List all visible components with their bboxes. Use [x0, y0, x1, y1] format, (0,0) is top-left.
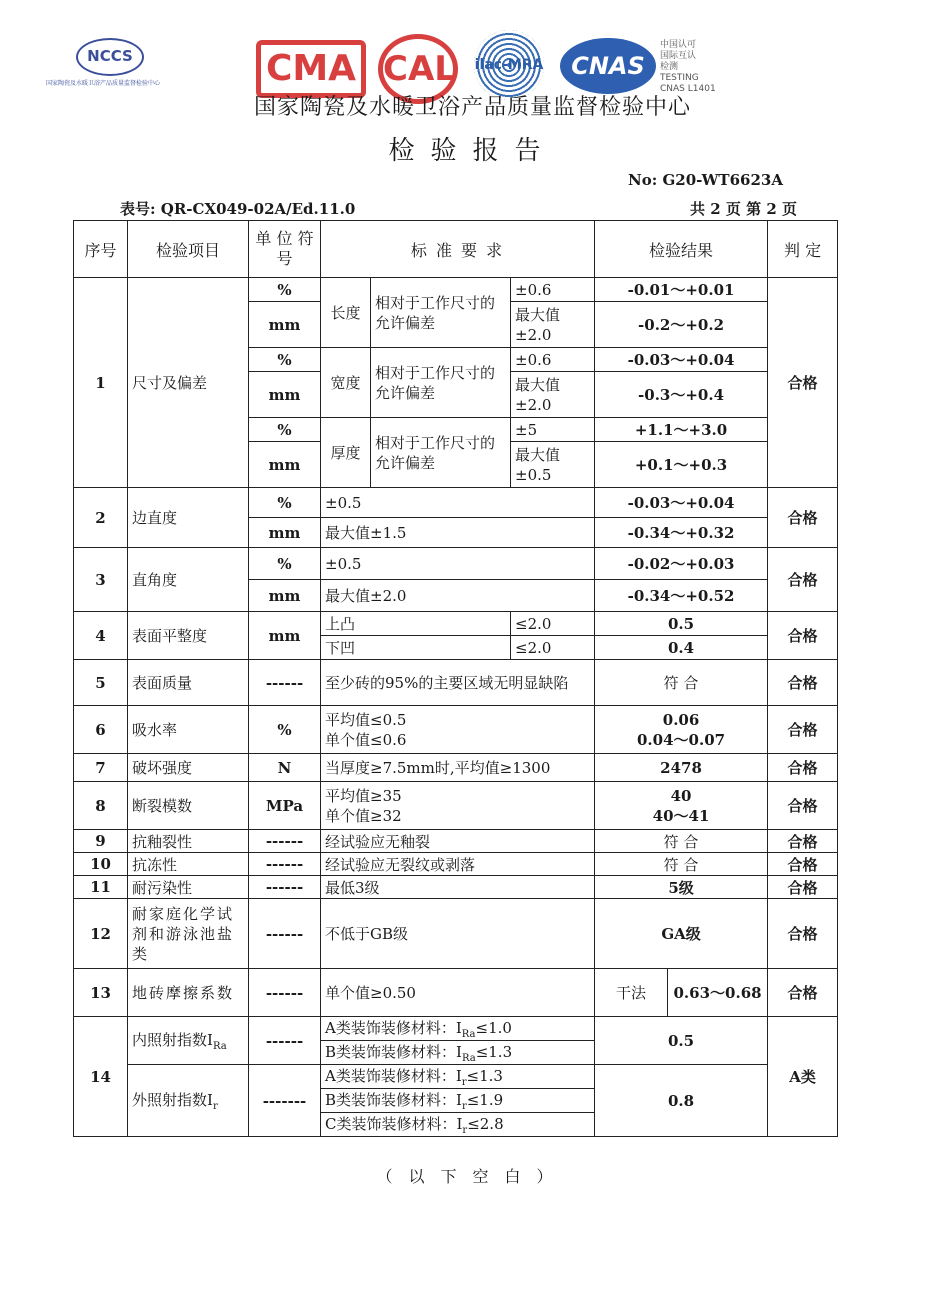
result-cell: 0.06 0.04～0.07	[595, 706, 768, 754]
judge-cell: 合格	[768, 278, 838, 488]
standard-cell: 最低3级	[321, 876, 595, 899]
result-cell: 0.5	[595, 1017, 768, 1065]
standard-cell: 最大值±0.5	[511, 442, 595, 488]
header-result: 检验结果	[595, 221, 768, 278]
seq-cell: 2	[74, 488, 128, 548]
result-cell: 0.4	[595, 636, 768, 660]
judge-cell: 合格	[768, 548, 838, 612]
standard-cell: ±0.6	[511, 278, 595, 302]
standard-cell: 经试验应无裂纹或剥落	[321, 853, 595, 876]
header-judge: 判 定	[768, 221, 838, 278]
judge-cell: 合格	[768, 876, 838, 899]
relative-deviation-text: 相对于工作尺寸的允许偏差	[371, 418, 511, 488]
table-row	[74, 969, 838, 1017]
seq-cell: 9	[74, 830, 128, 853]
header-standard: 标 准 要 求	[321, 221, 595, 278]
header-seq: 序号	[74, 221, 128, 278]
flatness-label: 上凸	[321, 612, 511, 636]
unit-cell: mm	[249, 518, 321, 548]
result-cell: +1.1～+3.0	[595, 418, 768, 442]
cnas-logo: CNAS	[560, 38, 656, 94]
standard-cell: B类装饰装修材料：$I_r\le 1.9$	[321, 1089, 595, 1113]
unit-cell: mm	[249, 372, 321, 418]
table-row	[74, 876, 838, 899]
result-cell: 符 合	[595, 660, 768, 706]
judge-cell: 合格	[768, 782, 838, 830]
report-number: No: G20-WT6623A	[628, 171, 783, 189]
cnas-accreditation-text: 中国认可 国际互认 检测 TESTING CNAS L1401	[660, 40, 716, 94]
page-info: 共 2 页 第 2 页	[690, 200, 797, 218]
header-unit: 单 位 符 号	[249, 221, 321, 278]
unit-cell: %	[249, 706, 321, 754]
item-cell: 表面平整度	[128, 612, 249, 660]
form-number: 表号: QR-CX049-02A/Ed.11.0	[120, 200, 356, 218]
standard-cell: 经试验应无釉裂	[321, 830, 595, 853]
standard-cell: 最大值±1.5	[321, 518, 595, 548]
judge-cell: 合格	[768, 660, 838, 706]
judge-cell: 合格	[768, 899, 838, 969]
unit-cell: mm	[249, 612, 321, 660]
standard-cell: ≤2.0	[511, 636, 595, 660]
result-cell: 5级	[595, 876, 768, 899]
method-cell: 干法	[595, 969, 668, 1017]
result-cell: 0.63～0.68	[668, 969, 768, 1017]
result-cell: 符 合	[595, 853, 768, 876]
unit-cell: ------	[249, 1017, 321, 1065]
table-row	[74, 706, 838, 754]
result-cell: -0.03～+0.04	[595, 348, 768, 372]
end-of-report-note: （以下空白）	[376, 1167, 569, 1186]
judge-cell: 合格	[768, 488, 838, 548]
table-row	[74, 660, 838, 706]
dimension-label: 长度	[321, 278, 371, 348]
judge-cell: 合格	[768, 754, 838, 782]
report-title: 检验报告	[388, 136, 557, 166]
item-cell: 表面质量	[128, 660, 249, 706]
result-cell: GA级	[595, 899, 768, 969]
unit-cell: %	[249, 488, 321, 518]
item-cell: 边直度	[128, 488, 249, 548]
dimension-label: 厚度	[321, 418, 371, 488]
seq-cell: 3	[74, 548, 128, 612]
result-cell: -0.2～+0.2	[595, 302, 768, 348]
table-row	[74, 612, 838, 636]
unit-cell: %	[249, 418, 321, 442]
table-row	[74, 1065, 838, 1089]
result-cell: -0.01～+0.01	[595, 278, 768, 302]
standard-cell: 最大值±2.0	[511, 302, 595, 348]
standard-cell: ±0.5	[321, 548, 595, 580]
nccs-logo-subtitle: 国家陶瓷及水暖卫浴产品质量监督检验中心	[46, 80, 161, 87]
unit-cell: N	[249, 754, 321, 782]
standard-cell: B类装饰装修材料：$I_{Ra}\le 1.3$	[321, 1041, 595, 1065]
unit-cell: %	[249, 348, 321, 372]
standard-cell: 最大值±2.0	[321, 580, 595, 612]
item-cell: 抗釉裂性	[128, 830, 249, 853]
table-row	[74, 1017, 838, 1041]
unit-cell: mm	[249, 302, 321, 348]
unit-cell: ------	[249, 853, 321, 876]
result-cell: -0.3～+0.4	[595, 372, 768, 418]
unit-cell: MPa	[249, 782, 321, 830]
inspection-table	[73, 220, 838, 1137]
item-cell: 断裂模数	[128, 782, 249, 830]
unit-cell: mm	[249, 442, 321, 488]
table-row	[74, 548, 838, 580]
seq-cell: 8	[74, 782, 128, 830]
table-row	[74, 278, 838, 302]
standard-cell: ±5	[511, 418, 595, 442]
standard-cell: 平均值≥35 单个值≥32	[321, 782, 595, 830]
item-cell: 外照射指数$I_r$	[128, 1065, 249, 1137]
unit-cell: ------	[249, 660, 321, 706]
result-cell: +0.1～+0.3	[595, 442, 768, 488]
standard-cell: ±0.5	[321, 488, 595, 518]
standard-cell: 不低于GB级	[321, 899, 595, 969]
ilac-mra-logo: ilac-MRA	[474, 30, 544, 100]
standard-cell: 当厚度≥7.5mm时,平均值≥1300	[321, 754, 595, 782]
judge-cell: 合格	[768, 830, 838, 853]
result-cell: 符 合	[595, 830, 768, 853]
table-row	[74, 853, 838, 876]
result-cell: -0.34～+0.52	[595, 580, 768, 612]
standard-cell: ±0.6	[511, 348, 595, 372]
unit-cell: ------	[249, 876, 321, 899]
flatness-label: 下凹	[321, 636, 511, 660]
judge-cell: 合格	[768, 853, 838, 876]
standard-cell: ≤2.0	[511, 612, 595, 636]
result-cell: 40 40～41	[595, 782, 768, 830]
item-cell: 耐污染性	[128, 876, 249, 899]
judge-cell: 合格	[768, 706, 838, 754]
seq-cell: 4	[74, 612, 128, 660]
table-row	[74, 754, 838, 782]
item-cell: 直角度	[128, 548, 249, 612]
standard-cell: 单个值≥0.50	[321, 969, 595, 1017]
item-cell: 吸水率	[128, 706, 249, 754]
result-cell: 0.8	[595, 1065, 768, 1137]
item-cell: 内照射指数$I_{Ra}$	[128, 1017, 249, 1065]
seq-cell: 12	[74, 899, 128, 969]
result-cell: -0.03～+0.04	[595, 488, 768, 518]
seq-cell: 1	[74, 278, 128, 488]
seq-cell: 6	[74, 706, 128, 754]
result-cell: -0.02～+0.03	[595, 548, 768, 580]
table-row	[74, 488, 838, 518]
seq-cell: 14	[74, 1017, 128, 1137]
seq-cell: 5	[74, 660, 128, 706]
standard-cell: C类装饰装修材料：$I_r\le 2.8$	[321, 1113, 595, 1137]
unit-cell: %	[249, 548, 321, 580]
unit-cell: ------	[249, 969, 321, 1017]
judge-cell: A类	[768, 1017, 838, 1137]
item-cell: 尺寸及偏差	[128, 278, 249, 488]
standard-cell: A类装饰装修材料：$I_{Ra}\le 1.0$	[321, 1017, 595, 1041]
result-cell: 2478	[595, 754, 768, 782]
result-cell: 0.5	[595, 612, 768, 636]
standard-cell: 至少砖的95%的主要区域无明显缺陷	[321, 660, 595, 706]
seq-cell: 13	[74, 969, 128, 1017]
unit-cell: ------	[249, 830, 321, 853]
organization-name: 国家陶瓷及水暖卫浴产品质量监督检验中心	[253, 95, 691, 120]
unit-cell: -------	[249, 1065, 321, 1137]
unit-cell: %	[249, 278, 321, 302]
item-cell: 地砖摩擦系数	[128, 969, 249, 1017]
seq-cell: 7	[74, 754, 128, 782]
standard-cell: A类装饰装修材料：$I_r\le 1.3$	[321, 1065, 595, 1089]
relative-deviation-text: 相对于工作尺寸的允许偏差	[371, 278, 511, 348]
result-cell: -0.34～+0.32	[595, 518, 768, 548]
table-row	[74, 830, 838, 853]
cal-logo: CAL	[378, 34, 458, 104]
nccs-logo: NCCS	[76, 38, 144, 76]
item-cell: 破坏强度	[128, 754, 249, 782]
unit-cell: ------	[249, 899, 321, 969]
dimension-label: 宽度	[321, 348, 371, 418]
cma-logo: CMA	[256, 40, 366, 98]
seq-cell: 10	[74, 853, 128, 876]
seq-cell: 11	[74, 876, 128, 899]
unit-cell: mm	[249, 580, 321, 612]
standard-cell: 最大值±2.0	[511, 372, 595, 418]
table-row	[74, 899, 838, 969]
header-row	[74, 221, 838, 278]
standard-cell: 平均值≤0.5 单个值≤0.6	[321, 706, 595, 754]
judge-cell: 合格	[768, 612, 838, 660]
item-cell: 抗冻性	[128, 853, 249, 876]
table-row	[74, 782, 838, 830]
judge-cell: 合格	[768, 969, 838, 1017]
header-item: 检验项目	[128, 221, 249, 278]
item-cell: 耐家庭化学试剂和游泳池盐类	[128, 899, 249, 969]
relative-deviation-text: 相对于工作尺寸的允许偏差	[371, 348, 511, 418]
